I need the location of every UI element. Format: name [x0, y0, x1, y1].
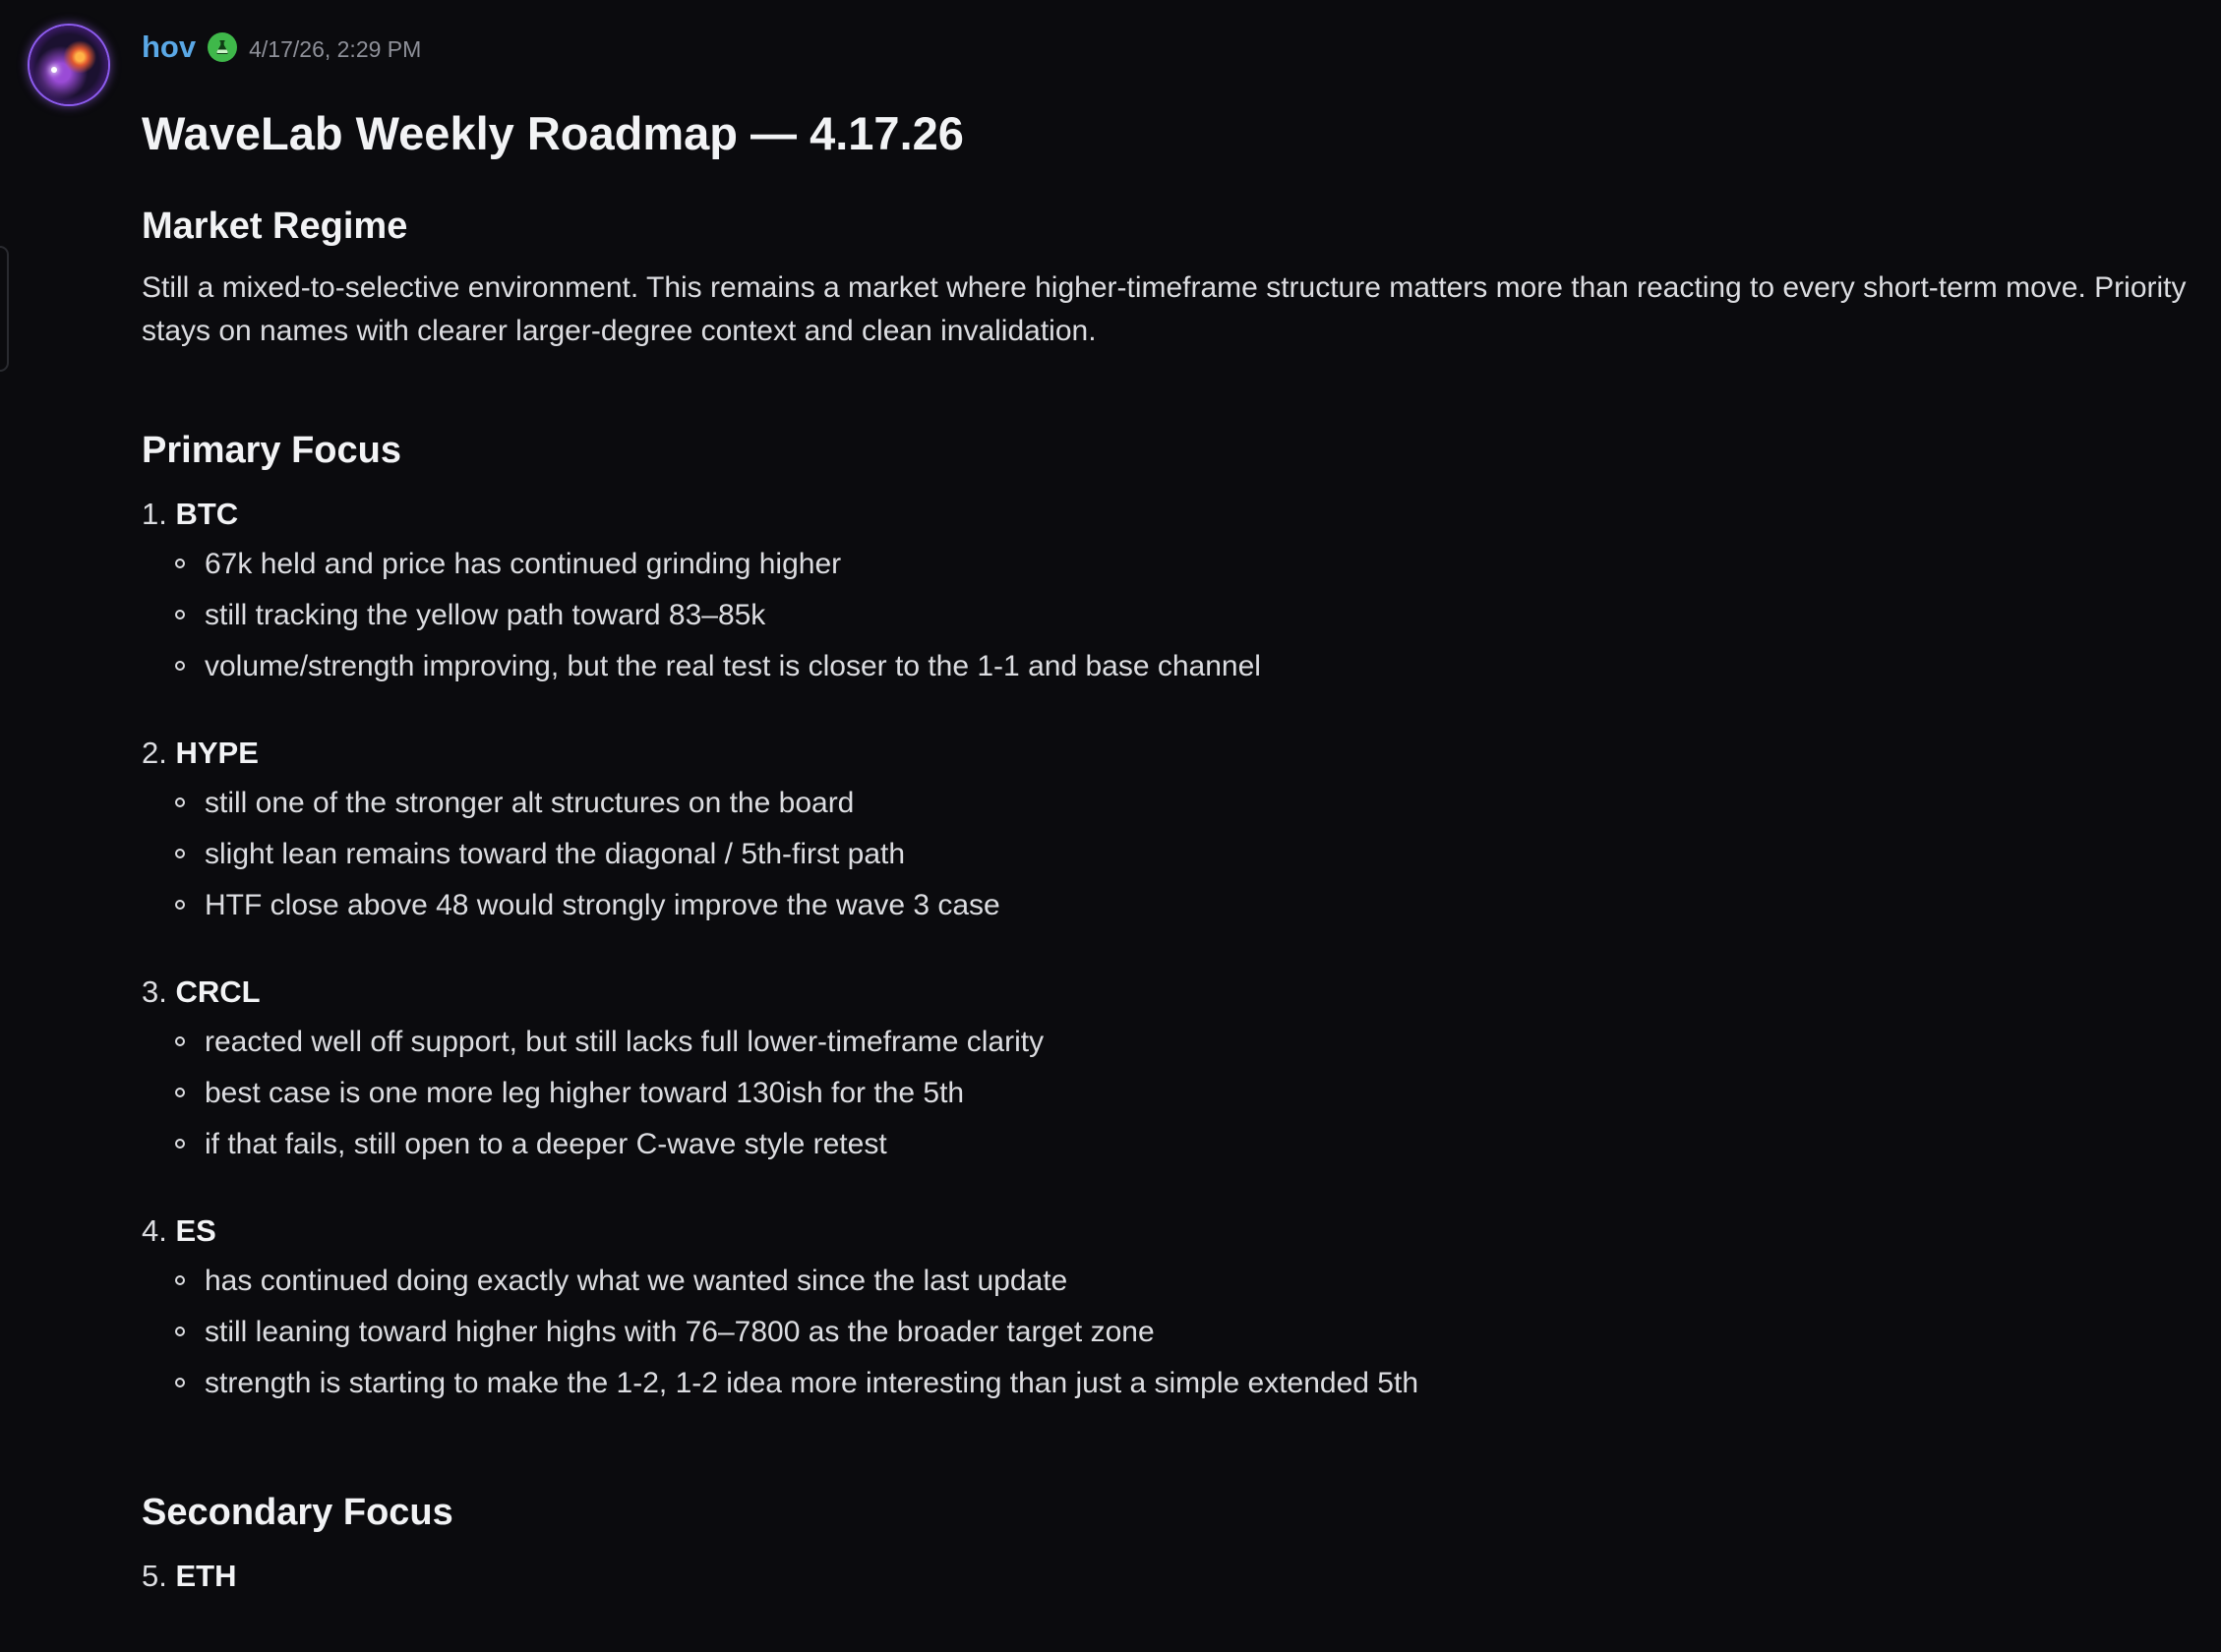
bullet-text: volume/strength improving, but the real test is closer to the 1-1 and base channel — [205, 650, 1261, 682]
bullet-item — [142, 539, 2188, 590]
list-item-hype — [142, 738, 2188, 931]
item-number: 3. — [142, 974, 167, 1009]
hollow-bullet-icon — [175, 661, 185, 671]
bullet-text: slight lean remains toward the diagonal / 5th-first path — [205, 838, 906, 870]
bullet-item — [142, 1017, 2188, 1068]
market-regime-heading: Market Regime — [142, 206, 408, 247]
item-number: 4. — [142, 1213, 167, 1248]
bullet-text: strength is starting to make the 1-2, 1-2 idea more interesting than just a simple extended 5th — [205, 1367, 1419, 1399]
bullet-list — [142, 1017, 2188, 1170]
bullet-item — [142, 641, 2188, 692]
item-name: ETH — [175, 1559, 237, 1593]
avatar-star-decoration — [51, 67, 57, 73]
item-number: 1. — [142, 497, 167, 531]
hollow-bullet-icon — [175, 797, 185, 807]
bullet-list — [142, 1256, 2188, 1409]
bullet-item — [142, 590, 2188, 641]
bullet-text: still one of the stronger alt structures on the board — [205, 787, 855, 819]
bullet-text: 67k held and price has continued grinding higher — [205, 548, 842, 580]
bullet-item — [142, 778, 2188, 829]
author-username[interactable]: hov — [142, 30, 197, 64]
item-name: BTC — [175, 497, 239, 531]
bullet-item — [142, 1068, 2188, 1119]
message-timestamp[interactable]: 4/17/26, 2:29 PM — [249, 35, 422, 62]
bullet-item — [142, 1307, 2188, 1358]
primary-focus-heading: Primary Focus — [142, 430, 401, 471]
item-name: CRCL — [175, 974, 261, 1009]
hollow-bullet-icon — [175, 1036, 185, 1046]
item-number: 5. — [142, 1559, 167, 1593]
hollow-bullet-icon — [175, 1139, 185, 1149]
bullet-item — [142, 880, 2188, 931]
item-heading — [142, 976, 2188, 1007]
item-heading — [142, 738, 2188, 768]
hollow-bullet-icon — [175, 1378, 185, 1387]
list-item-crcl — [142, 976, 2188, 1170]
hollow-bullet-icon — [175, 610, 185, 620]
list-item-btc — [142, 499, 2188, 692]
bullet-text: still leaning toward higher highs with 76–7800 as the broader target zone — [205, 1316, 1155, 1348]
list-item-es — [142, 1215, 2188, 1409]
bullet-item — [142, 1119, 2188, 1170]
bullet-item — [142, 1358, 2188, 1409]
post-title: WaveLab Weekly Roadmap — 4.17.26 — [142, 107, 964, 159]
bullet-text: still tracking the yellow path toward 83–85k — [205, 599, 766, 631]
bullet-text: if that fails, still open to a deeper C-wave style retest — [205, 1128, 887, 1160]
item-name: ES — [175, 1213, 216, 1248]
item-name: HYPE — [175, 736, 259, 770]
message-content — [142, 24, 2188, 1591]
item-heading — [142, 1561, 2188, 1591]
hollow-bullet-icon — [175, 559, 185, 568]
bullet-text: reacted well off support, but still lacks full lower-timeframe clarity — [205, 1026, 1045, 1058]
bullet-text: has continued doing exactly what we wanted since the last update — [205, 1265, 1068, 1297]
hollow-bullet-icon — [175, 849, 185, 858]
flask-icon[interactable] — [208, 32, 237, 62]
hollow-bullet-icon — [175, 1275, 185, 1285]
bullet-item — [142, 1256, 2188, 1307]
item-heading — [142, 1215, 2188, 1246]
hollow-bullet-icon — [175, 900, 185, 910]
side-panel-handle[interactable] — [0, 246, 9, 372]
bullet-list — [142, 778, 2188, 931]
hollow-bullet-icon — [175, 1088, 185, 1097]
bullet-text: best case is one more leg higher toward 130ish for the 5th — [205, 1077, 965, 1109]
hollow-bullet-icon — [175, 1327, 185, 1336]
item-number: 2. — [142, 736, 167, 770]
market-regime-text: Still a mixed-to-selective environment. This remains a market where higher-timeframe structure matters more than reacting to every short-term move. Priority stays on names with clearer larger-degree context and clean invalidation. — [142, 271, 2187, 347]
item-heading — [142, 499, 2188, 529]
bullet-text: HTF close above 48 would strongly improve the wave 3 case — [205, 889, 1000, 921]
avatar[interactable] — [30, 26, 108, 104]
list-item-eth — [142, 1561, 2188, 1591]
bullet-item — [142, 829, 2188, 880]
bullet-list — [142, 539, 2188, 692]
message-header — [142, 24, 2188, 71]
secondary-focus-heading: Secondary Focus — [142, 1492, 453, 1533]
